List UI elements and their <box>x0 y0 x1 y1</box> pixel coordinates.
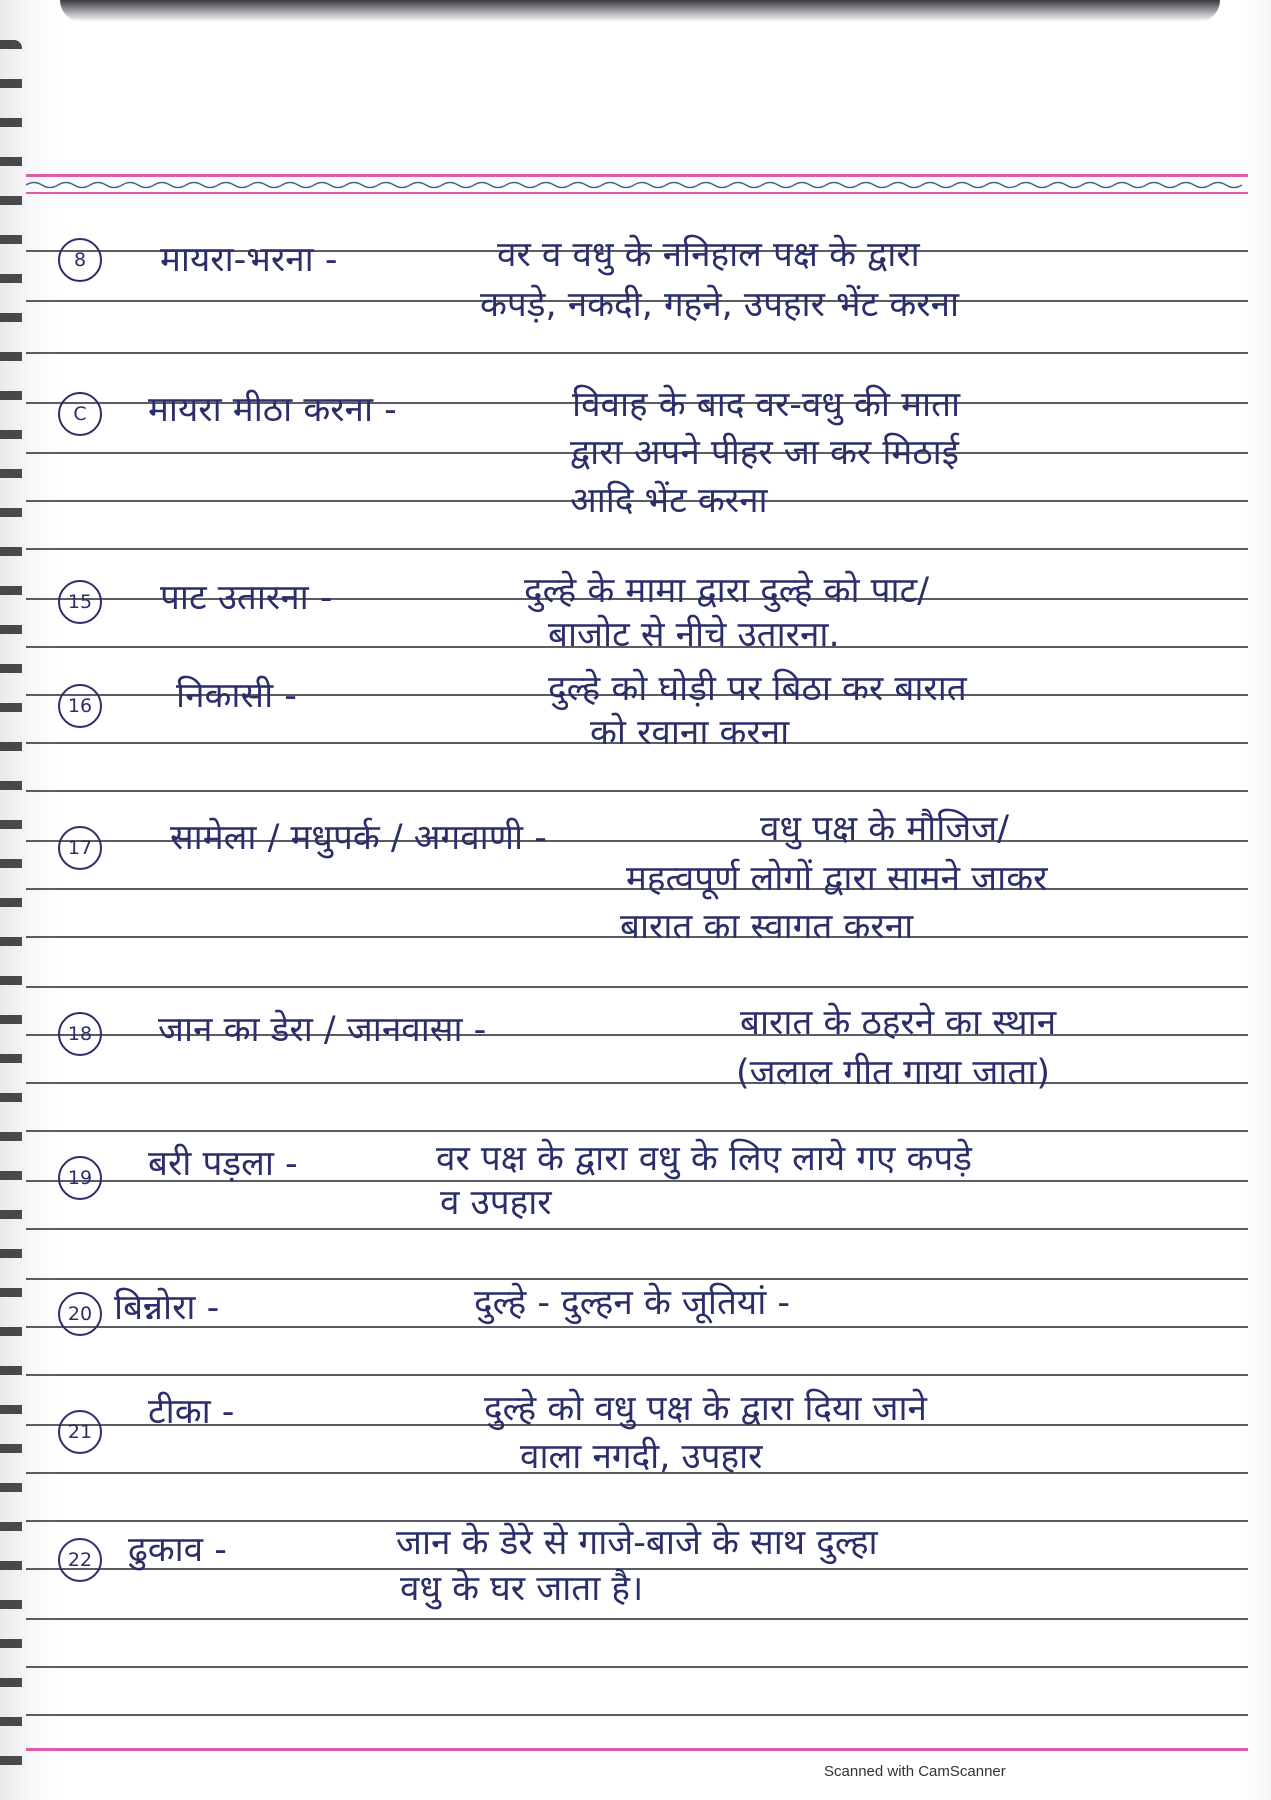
entry-term: पाट उतारना - <box>160 578 333 618</box>
entry-term: मायरा मीठा करना - <box>148 390 397 430</box>
spiral-binding <box>0 40 22 1780</box>
entry-definition-line-3: बारात का स्वागत करना <box>620 907 914 947</box>
entry-number: 21 <box>58 1410 102 1454</box>
entry-definition-line-1: दुल्हे के मामा द्वारा दुल्हे को पाट/ <box>524 571 930 611</box>
ruled-line <box>26 790 1248 792</box>
header-margin-line <box>26 174 1248 177</box>
ruled-line <box>26 1228 1248 1230</box>
page-top-shadow <box>60 0 1220 22</box>
entry-definition-line-2: वधु के घर जाता है। <box>400 1569 644 1609</box>
entry-definition-line-3: आदि भेंट करना <box>570 481 768 521</box>
entry-definition-line-2: कपड़े, नकदी, गहने, उपहार भेंट करना <box>480 285 960 325</box>
ruled-line <box>26 1082 1248 1084</box>
entry-definition-line-1: जान के डेरे से गाजे-बाजे के साथ दुल्हा <box>396 1523 878 1563</box>
entry-number: 16 <box>58 684 102 728</box>
entry-definition-line-1: बारात के ठहरने का स्थान <box>740 1003 1057 1043</box>
entry-definition-line-1: दुल्हे को वधु पक्ष के द्वारा दिया जाने <box>484 1389 927 1429</box>
ruled-line <box>26 548 1248 550</box>
entry-definition-line-1: वर व वधु के ननिहाल पक्ष के द्वारा <box>497 235 920 275</box>
entry-definition-line-1: वर पक्ष के द्वारा वधु के लिए लाये गए कपड़े <box>436 1139 972 1179</box>
header-wave-line <box>26 180 1248 190</box>
entry-number: 22 <box>58 1538 102 1582</box>
entry-definition-line-1: दुल्हे - दुल्हन के जूतियां - <box>474 1283 791 1323</box>
ruled-line <box>26 1618 1248 1620</box>
entry-term: बिन्नोरा - <box>114 1288 220 1328</box>
entry-definition-line-1: वधु पक्ष के मौजिज/ <box>760 809 1010 849</box>
entry-definition-line-1: विवाह के बाद वर-वधु की माता <box>572 385 961 425</box>
entry-number: 19 <box>58 1156 102 1200</box>
entry-number: 8 <box>58 238 102 282</box>
entry-number: C <box>58 392 102 436</box>
ruled-line <box>26 352 1248 354</box>
entry-definition-line-2: को रवाना करना <box>590 713 790 753</box>
ruled-line <box>26 1714 1248 1716</box>
entry-definition-line-2: व उपहार <box>440 1183 552 1223</box>
ruled-line <box>26 986 1248 988</box>
entry-definition-line-2: महत्वपूर्ण लोगों द्वारा सामने जाकर <box>626 859 1048 899</box>
entry-term: मायरा-भरना - <box>160 240 338 280</box>
entry-number: 17 <box>58 826 102 870</box>
entry-number: 20 <box>58 1292 102 1336</box>
entry-term: जान का डेरा / जानवासा - <box>158 1010 487 1050</box>
entry-term: बरी पड़ला - <box>148 1144 298 1184</box>
entry-definition-line-2: वाला नगदी, उपहार <box>520 1437 763 1477</box>
ruled-line <box>26 1374 1248 1376</box>
entry-definition-line-1: दुल्हे को घोड़ी पर बिठा कर बारात <box>548 669 967 709</box>
entry-term: सामेला / मधुपर्क / अगवाणी - <box>170 818 547 858</box>
entry-term: निकासी - <box>176 676 297 716</box>
ruled-line <box>26 1130 1248 1132</box>
entry-term: टीका - <box>148 1392 235 1432</box>
scanner-watermark: Scanned with CamScanner <box>824 1763 1006 1780</box>
header-margin-line-lower <box>26 192 1248 194</box>
entry-definition-line-2: बाजोट से नीचे उतारना. <box>548 615 840 655</box>
bottom-margin-line <box>26 1748 1248 1751</box>
entry-number: 18 <box>58 1012 102 1056</box>
entry-definition-line-2: द्वारा अपने पीहर जा कर मिठाई <box>570 433 959 473</box>
entry-definition-line-2: (जलाल गीत गाया जाता) <box>736 1053 1051 1093</box>
entry-term: ढुकाव - <box>128 1530 227 1570</box>
entry-number: 15 <box>58 580 102 624</box>
ruled-line <box>26 1666 1248 1668</box>
